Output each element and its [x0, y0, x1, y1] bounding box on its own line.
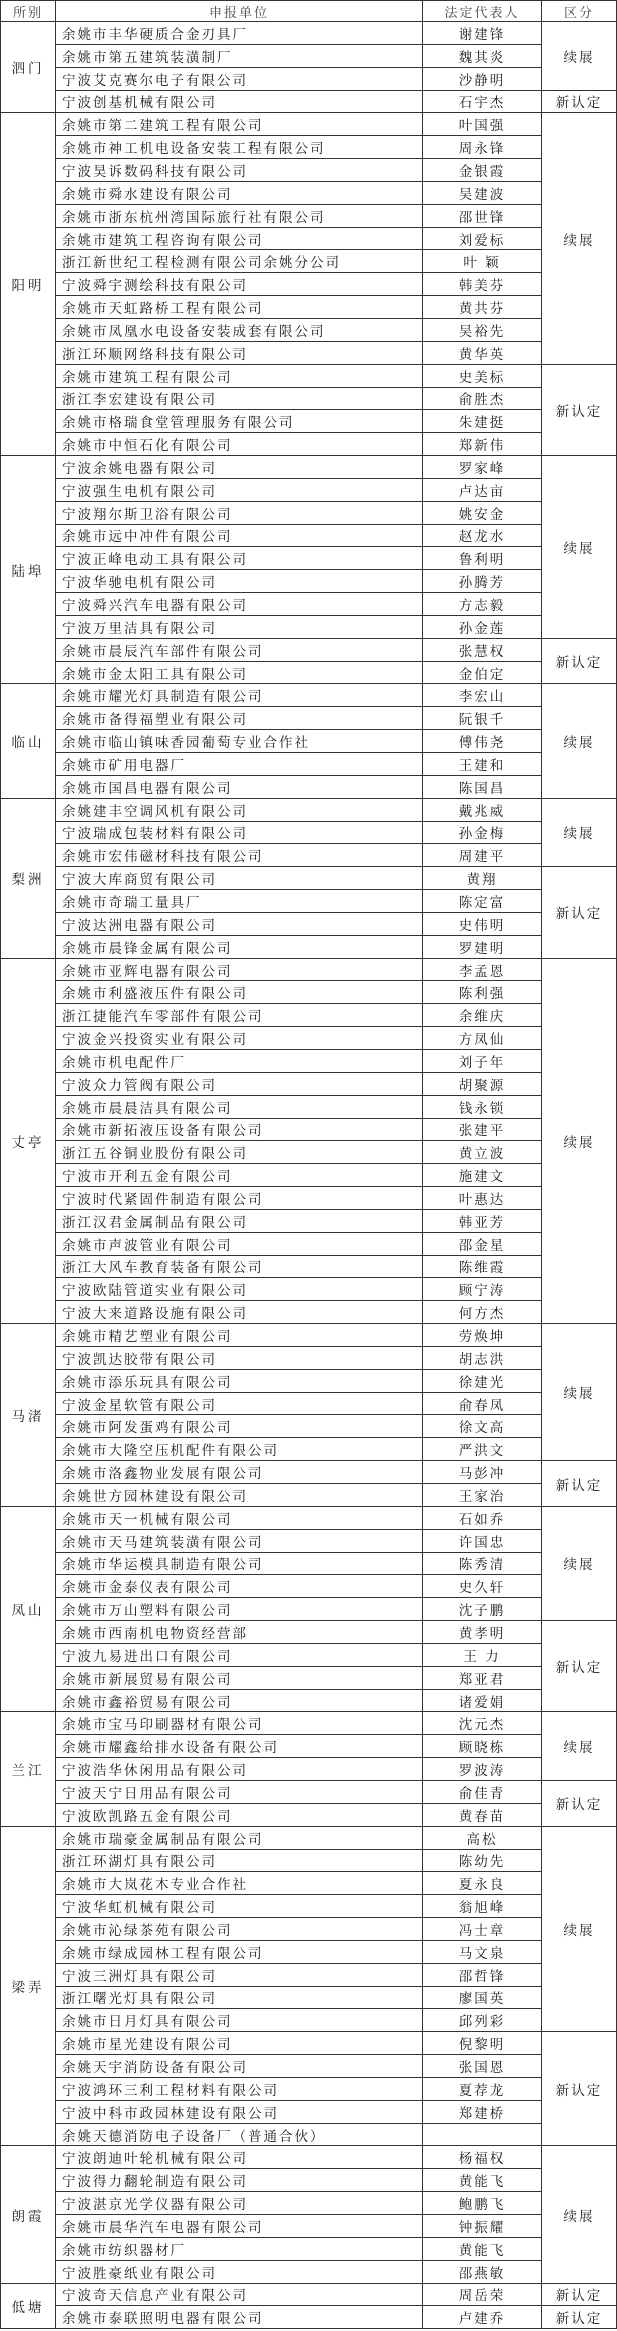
- category-cell: 新认定: [542, 2032, 617, 2146]
- unit-cell: 宁波朗迪叶轮机械有限公司: [56, 2146, 423, 2169]
- unit-cell: 余姚市华运模具制造有限公司: [56, 1553, 423, 1576]
- category-cell: 续展: [542, 959, 617, 1325]
- unit-cell: 余姚市格瑞食堂管理服务有限公司: [56, 410, 423, 433]
- legal-rep-cell: 金伯定: [423, 662, 542, 685]
- unit-cell: 宁波正峰电动工具有限公司: [56, 547, 423, 570]
- legal-rep-cell: 卢建乔: [423, 2306, 542, 2329]
- legal-rep-cell: 沈元杰: [423, 1712, 542, 1735]
- category-cell: 新认定: [542, 1621, 617, 1712]
- unit-cell: 余姚建丰空调风机有限公司: [56, 799, 423, 822]
- unit-cell: 余姚市舜水建设有限公司: [56, 182, 423, 205]
- unit-cell: 浙江环顺网络科技有限公司: [56, 342, 423, 365]
- unit-cell: 余姚市亚辉电器有限公司: [56, 959, 423, 982]
- unit-cell: 浙江环湖灯具有限公司: [56, 1850, 423, 1873]
- unit-cell: 宁波艾克赛尔电子有限公司: [56, 68, 423, 91]
- legal-rep-cell: 孙腾芳: [423, 570, 542, 593]
- unit-cell: 余姚市宝马印刷器材有限公司: [56, 1712, 423, 1735]
- unit-cell: 宁波凯达胶带有限公司: [56, 1347, 423, 1370]
- legal-rep-cell: 黄华英: [423, 342, 542, 365]
- district-cell: 梁弄: [1, 1827, 56, 2147]
- unit-cell: 宁波奇天信息产业有限公司: [56, 2284, 423, 2307]
- legal-rep-cell: 周永锋: [423, 136, 542, 159]
- legal-rep-cell: 黄春苗: [423, 1804, 542, 1827]
- unit-cell: 余姚市纺织器材厂: [56, 2238, 423, 2261]
- legal-rep-cell: 史伟明: [423, 913, 542, 936]
- legal-rep-cell: 方凤仙: [423, 1027, 542, 1050]
- legal-rep-cell: 黄能飞: [423, 2169, 542, 2192]
- legal-rep-cell: 陈幼先: [423, 1850, 542, 1873]
- legal-rep-cell: 邵哲锋: [423, 1964, 542, 1987]
- unit-cell: 余姚市晨辰汽车部件有限公司: [56, 639, 423, 662]
- legal-rep-cell: 黄共芬: [423, 296, 542, 319]
- legal-rep-cell: 孙金莲: [423, 616, 542, 639]
- unit-cell: 余姚市沁绿茶苑有限公司: [56, 1918, 423, 1941]
- legal-rep-cell: 诸爱娟: [423, 1690, 542, 1713]
- unit-cell: 余姚市建筑工程有限公司: [56, 365, 423, 388]
- legal-rep-cell: 马彭冲: [423, 1461, 542, 1484]
- header-category: 区分: [542, 1, 617, 22]
- category-cell: 新认定: [542, 1781, 617, 1827]
- legal-rep-cell: 金银霞: [423, 159, 542, 182]
- unit-cell: 浙江大风车教育装备有限公司: [56, 1256, 423, 1279]
- unit-cell: 余姚市天一机械有限公司: [56, 1507, 423, 1530]
- unit-cell: 余姚市新拓液压设备有限公司: [56, 1119, 423, 1142]
- legal-rep-cell: 黄孝明: [423, 1621, 542, 1644]
- legal-rep-cell: 邵燕敏: [423, 2261, 542, 2284]
- category-cell: 续展: [542, 22, 617, 91]
- legal-rep-cell: 顾宁涛: [423, 1278, 542, 1301]
- category-cell: 续展: [542, 1827, 617, 2033]
- unit-cell: 余姚市凤凰水电设备安装成套有限公司: [56, 319, 423, 342]
- unit-cell: 余姚市丰华硬质合金刃具厂: [56, 22, 423, 45]
- legal-rep-cell: 王家治: [423, 1484, 542, 1507]
- unit-cell: 宁波鸿环三利工程材料有限公司: [56, 2078, 423, 2101]
- legal-rep-cell: 邵世锋: [423, 205, 542, 228]
- unit-cell: 余姚市临山镇味香园葡萄专业合作社: [56, 730, 423, 753]
- district-cell: 阳明: [1, 113, 56, 456]
- legal-rep-cell: 徐建光: [423, 1370, 542, 1393]
- unit-cell: 宁波昊诉数码科技有限公司: [56, 159, 423, 182]
- category-cell: 新认定: [542, 91, 617, 114]
- unit-cell: 浙江五谷铜业股份有限公司: [56, 1141, 423, 1164]
- legal-rep-cell: 陈秀清: [423, 1553, 542, 1576]
- legal-rep-cell: [423, 2124, 542, 2147]
- legal-rep-cell: 陈利强: [423, 981, 542, 1004]
- legal-rep-cell: 俞胜杰: [423, 388, 542, 411]
- unit-cell: 余姚市精艺塑业有限公司: [56, 1324, 423, 1347]
- district-cell: 临山: [1, 684, 56, 798]
- legal-rep-cell: 叶惠达: [423, 1187, 542, 1210]
- unit-cell: 余姚市大隆空压机配件有限公司: [56, 1438, 423, 1461]
- unit-cell: 宁波万里洁具有限公司: [56, 616, 423, 639]
- legal-rep-cell: 马文泉: [423, 1941, 542, 1964]
- legal-rep-cell: 叶 颖: [423, 250, 542, 273]
- legal-rep-cell: 沈子鹏: [423, 1598, 542, 1621]
- category-cell: 续展: [542, 1507, 617, 1621]
- district-cell: 陆埠: [1, 456, 56, 684]
- unit-cell: 宁波华虹机械有限公司: [56, 1895, 423, 1918]
- legal-rep-cell: 高松: [423, 1827, 542, 1850]
- legal-rep-cell: 赵龙水: [423, 525, 542, 548]
- unit-cell: 宁波大库商贸有限公司: [56, 867, 423, 890]
- district-cell: 朗霞: [1, 2146, 56, 2283]
- legal-rep-cell: 劳焕坤: [423, 1324, 542, 1347]
- legal-rep-cell: 罗波涛: [423, 1758, 542, 1781]
- header-district: 所别: [1, 1, 56, 22]
- unit-cell: 宁波天宁日用品有限公司: [56, 1781, 423, 1804]
- unit-cell: 余姚市绿成园林工程有限公司: [56, 1941, 423, 1964]
- unit-cell: 余姚市晨锋金属有限公司: [56, 936, 423, 959]
- legal-rep-cell: 阮银千: [423, 707, 542, 730]
- unit-cell: 余姚市新展贸易有限公司: [56, 1667, 423, 1690]
- legal-rep-cell: 吴裕先: [423, 319, 542, 342]
- legal-rep-cell: 韩美芬: [423, 273, 542, 296]
- unit-cell: 余姚市万山塑料有限公司: [56, 1598, 423, 1621]
- category-cell: 新认定: [542, 2306, 617, 2329]
- unit-cell: 余姚市天虹路桥工程有限公司: [56, 296, 423, 319]
- unit-cell: 宁波金星软管有限公司: [56, 1393, 423, 1416]
- legal-rep-cell: 顾晓栋: [423, 1735, 542, 1758]
- legal-rep-cell: 俞佳青: [423, 1781, 542, 1804]
- legal-rep-cell: 施建文: [423, 1164, 542, 1187]
- legal-rep-cell: 张慧权: [423, 639, 542, 662]
- legal-rep-cell: 翁旭峰: [423, 1895, 542, 1918]
- unit-cell: 余姚天宇消防设备有限公司: [56, 2055, 423, 2078]
- legal-rep-cell: 邵金星: [423, 1233, 542, 1256]
- unit-cell: 余姚市金泰仪表有限公司: [56, 1575, 423, 1598]
- legal-rep-cell: 郑亚君: [423, 1667, 542, 1690]
- legal-rep-cell: 黄翔: [423, 867, 542, 890]
- legal-rep-cell: 傅伟尧: [423, 730, 542, 753]
- legal-rep-cell: 王建和: [423, 753, 542, 776]
- unit-cell: 宁波得力翻轮制造有限公司: [56, 2169, 423, 2192]
- unit-cell: 宁波强生电机有限公司: [56, 479, 423, 502]
- unit-cell: 宁波舜宇测绘科技有限公司: [56, 273, 423, 296]
- legal-rep-cell: 陈国昌: [423, 776, 542, 799]
- unit-cell: 余姚市耀鑫给排水设备有限公司: [56, 1735, 423, 1758]
- unit-cell: 余姚市第二建筑工程有限公司: [56, 113, 423, 136]
- category-cell: 续展: [542, 456, 617, 639]
- legal-rep-cell: 郑建桥: [423, 2101, 542, 2124]
- category-cell: 续展: [542, 113, 617, 364]
- category-cell: 续展: [542, 799, 617, 868]
- unit-cell: 宁波舜兴汽车电器有限公司: [56, 593, 423, 616]
- unit-cell: 余姚市利盛液压件有限公司: [56, 981, 423, 1004]
- unit-cell: 余姚市机电配件厂: [56, 1050, 423, 1073]
- category-cell: 新认定: [542, 1461, 617, 1507]
- unit-cell: 余姚市远中冲件有限公司: [56, 525, 423, 548]
- legal-rep-cell: 陈定富: [423, 890, 542, 913]
- legal-rep-cell: 胡聚源: [423, 1073, 542, 1096]
- unit-cell: 宁波时代紧固件制造有限公司: [56, 1187, 423, 1210]
- unit-cell: 余姚市耀光灯具制造有限公司: [56, 684, 423, 707]
- legal-rep-cell: 罗建明: [423, 936, 542, 959]
- unit-cell: 宁波达洲电器有限公司: [56, 913, 423, 936]
- legal-rep-cell: 鲍鹏飞: [423, 2192, 542, 2215]
- unit-cell: 余姚市大岚花木专业合作社: [56, 1872, 423, 1895]
- unit-cell: 宁波浩华休闲用品有限公司: [56, 1758, 423, 1781]
- legal-rep-cell: 严洪文: [423, 1438, 542, 1461]
- legal-rep-cell: 周建平: [423, 844, 542, 867]
- legal-rep-cell: 史美标: [423, 365, 542, 388]
- legal-rep-cell: 倪黎明: [423, 2032, 542, 2055]
- legal-rep-cell: 胡志洪: [423, 1347, 542, 1370]
- legal-rep-cell: 黄立波: [423, 1141, 542, 1164]
- district-cell: 凤山: [1, 1507, 56, 1713]
- unit-cell: 余姚市浙东杭州湾国际旅行社有限公司: [56, 205, 423, 228]
- legal-rep-cell: 孙金梅: [423, 822, 542, 845]
- legal-rep-cell: 夏荐龙: [423, 2078, 542, 2101]
- unit-cell: 宁波众力管阀有限公司: [56, 1073, 423, 1096]
- unit-cell: 余姚市西南机电物资经营部: [56, 1621, 423, 1644]
- legal-rep-cell: 邱列彩: [423, 2009, 542, 2032]
- unit-cell: 浙江汉君金属制品有限公司: [56, 1210, 423, 1233]
- legal-rep-cell: 史久轩: [423, 1575, 542, 1598]
- legal-rep-cell: 叶国强: [423, 113, 542, 136]
- legal-rep-cell: 吴建波: [423, 182, 542, 205]
- category-cell: 续展: [542, 1324, 617, 1461]
- legal-rep-cell: 张国恩: [423, 2055, 542, 2078]
- unit-cell: 浙江捷能汽车零部件有限公司: [56, 1004, 423, 1027]
- unit-cell: 宁波湛京光学仪器有限公司: [56, 2192, 423, 2215]
- unit-cell: 宁波中科市政园林建设有限公司: [56, 2101, 423, 2124]
- unit-cell: 余姚市添乐玩具有限公司: [56, 1370, 423, 1393]
- legal-rep-cell: 姚安金: [423, 502, 542, 525]
- unit-cell: 宁波华驰电机有限公司: [56, 570, 423, 593]
- unit-cell: 余姚市金太阳工具有限公司: [56, 662, 423, 685]
- category-cell: 续展: [542, 1712, 617, 1781]
- legal-rep-cell: 俞春凤: [423, 1393, 542, 1416]
- unit-cell: 浙江曙光灯具有限公司: [56, 1987, 423, 2010]
- unit-cell: 宁波金兴投资实业有限公司: [56, 1027, 423, 1050]
- unit-cell: 余姚市国昌电器有限公司: [56, 776, 423, 799]
- legal-rep-cell: 韩亚芳: [423, 1210, 542, 1233]
- legal-rep-cell: 石宇杰: [423, 91, 542, 114]
- unit-cell: 余姚市神工机电设备安装工程有限公司: [56, 136, 423, 159]
- legal-rep-cell: 石如乔: [423, 1507, 542, 1530]
- unit-cell: 宁波欧陆管道实业有限公司: [56, 1278, 423, 1301]
- category-cell: 新认定: [542, 639, 617, 685]
- unit-cell: 余姚市晨华汽车电器有限公司: [56, 2215, 423, 2238]
- legal-rep-cell: 戴兆威: [423, 799, 542, 822]
- unit-cell: 余姚世方园林建设有限公司: [56, 1484, 423, 1507]
- unit-cell: 宁波欧凯路五金有限公司: [56, 1804, 423, 1827]
- unit-cell: 余姚市宏伟磁材科技有限公司: [56, 844, 423, 867]
- category-cell: 续展: [542, 684, 617, 798]
- legal-rep-cell: 钟振耀: [423, 2215, 542, 2238]
- legal-rep-cell: 李宏山: [423, 684, 542, 707]
- unit-cell: 余姚天德消防电子设备厂（普通合伙）: [56, 2124, 423, 2147]
- unit-cell: 余姚市泰联照明电器有限公司: [56, 2306, 423, 2329]
- legal-rep-cell: 徐文高: [423, 1415, 542, 1438]
- legal-rep-cell: 刘爱标: [423, 228, 542, 251]
- legal-rep-cell: 郑新伟: [423, 433, 542, 456]
- unit-cell: 余姚市建筑工程咨询有限公司: [56, 228, 423, 251]
- legal-rep-cell: 卢达亩: [423, 479, 542, 502]
- legal-rep-cell: 冯士章: [423, 1918, 542, 1941]
- unit-cell: 余姚市奇瑞工量具厂: [56, 890, 423, 913]
- unit-cell: 余姚市备得福塑业有限公司: [56, 707, 423, 730]
- unit-cell: 余姚市洛鑫物业发展有限公司: [56, 1461, 423, 1484]
- legal-rep-cell: 钱永锁: [423, 1096, 542, 1119]
- district-cell: 丈亭: [1, 959, 56, 1325]
- unit-cell: 宁波翔尔斯卫浴有限公司: [56, 502, 423, 525]
- unit-cell: 余姚市鑫裕贸易有限公司: [56, 1690, 423, 1713]
- unit-cell: 宁波市开利五金有限公司: [56, 1164, 423, 1187]
- unit-cell: 宁波胜豪纸业有限公司: [56, 2261, 423, 2284]
- legal-rep-cell: 谢建锋: [423, 22, 542, 45]
- legal-rep-cell: 沙静明: [423, 68, 542, 91]
- legal-rep-cell: 鲁利明: [423, 547, 542, 570]
- unit-cell: 余姚市日月灯具有限公司: [56, 2009, 423, 2032]
- unit-cell: 浙江新世纪工程检测有限公司余姚分公司: [56, 250, 423, 273]
- unit-cell: 宁波创基机械有限公司: [56, 91, 423, 114]
- category-cell: 新认定: [542, 867, 617, 958]
- district-cell: 马渚: [1, 1324, 56, 1507]
- legal-rep-cell: 王 力: [423, 1644, 542, 1667]
- unit-cell: 余姚市声波管业有限公司: [56, 1233, 423, 1256]
- legal-rep-cell: 余维庆: [423, 1004, 542, 1027]
- unit-cell: 宁波余姚电器有限公司: [56, 456, 423, 479]
- district-cell: 低塘: [1, 2284, 56, 2330]
- legal-rep-cell: 黄能飞: [423, 2238, 542, 2261]
- legal-rep-cell: 何方杰: [423, 1301, 542, 1324]
- legal-rep-cell: 陈维霞: [423, 1256, 542, 1279]
- legal-rep-cell: 许国忠: [423, 1530, 542, 1553]
- unit-cell: 宁波九易进出口有限公司: [56, 1644, 423, 1667]
- unit-cell: 余姚市晨晨洁具有限公司: [56, 1096, 423, 1119]
- unit-cell: 宁波大来道路设施有限公司: [56, 1301, 423, 1324]
- legal-rep-cell: 朱建挺: [423, 410, 542, 433]
- legal-rep-cell: 方志毅: [423, 593, 542, 616]
- unit-cell: 宁波瑞成包装材料有限公司: [56, 822, 423, 845]
- category-cell: 新认定: [542, 2284, 617, 2307]
- district-cell: 泗门: [1, 22, 56, 113]
- unit-cell: 余姚市矿用电器厂: [56, 753, 423, 776]
- unit-cell: 余姚市阿发蛋鸡有限公司: [56, 1415, 423, 1438]
- header-unit: 申报单位: [56, 1, 423, 22]
- legal-rep-cell: 魏其炎: [423, 45, 542, 68]
- category-cell: 新认定: [542, 365, 617, 456]
- legal-rep-cell: 杨福权: [423, 2146, 542, 2169]
- legal-rep-cell: 廖国英: [423, 1987, 542, 2010]
- district-cell: 兰江: [1, 1712, 56, 1826]
- legal-rep-cell: 周岳荣: [423, 2284, 542, 2307]
- legal-rep-cell: 刘子年: [423, 1050, 542, 1073]
- legal-rep-cell: 张建平: [423, 1119, 542, 1142]
- unit-cell: 余姚市中恒石化有限公司: [56, 433, 423, 456]
- category-cell: 续展: [542, 2146, 617, 2283]
- district-cell: 梨洲: [1, 799, 56, 959]
- unit-cell: 宁波三洲灯具有限公司: [56, 1964, 423, 1987]
- unit-cell: 余姚市天马建筑装潢有限公司: [56, 1530, 423, 1553]
- legal-rep-cell: 李孟恩: [423, 959, 542, 982]
- unit-cell: 余姚市瑞豪金属制品有限公司: [56, 1827, 423, 1850]
- header-legal-rep: 法定代表人: [423, 1, 542, 22]
- unit-cell: 余姚市星光建设有限公司: [56, 2032, 423, 2055]
- legal-rep-cell: 罗家峰: [423, 456, 542, 479]
- unit-cell: 余姚市第五建筑装潢制厂: [56, 45, 423, 68]
- legal-rep-cell: 夏永良: [423, 1872, 542, 1895]
- unit-cell: 浙江李宏建设有限公司: [56, 388, 423, 411]
